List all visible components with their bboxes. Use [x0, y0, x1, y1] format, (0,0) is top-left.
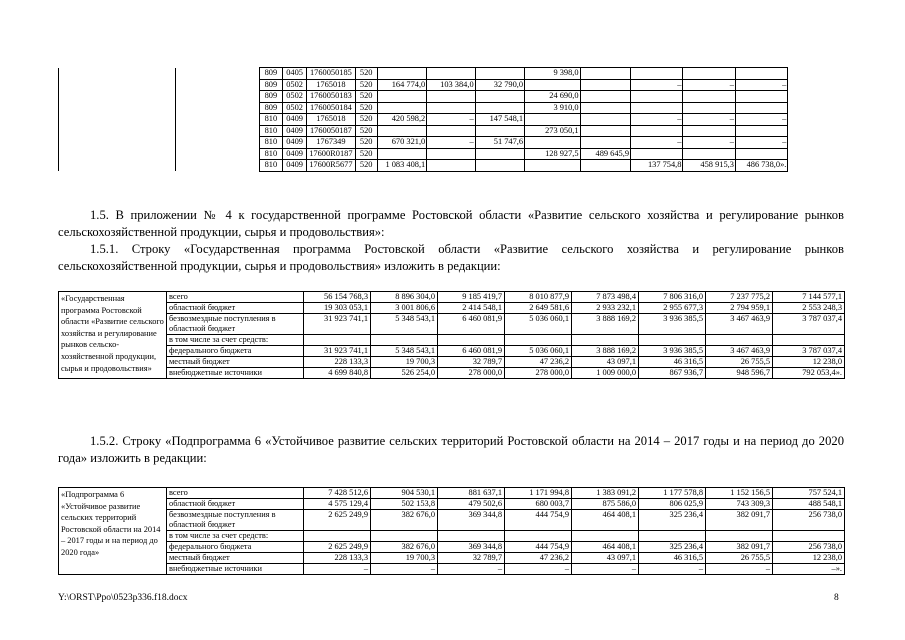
blank-cell — [59, 79, 176, 91]
table-cell — [438, 335, 505, 346]
table-cell: – — [631, 137, 683, 149]
table-cell — [580, 102, 630, 114]
table-cell: 520 — [355, 160, 377, 172]
table-row — [59, 531, 845, 542]
table-cell: 444 754,9 — [505, 542, 572, 553]
table-cell: 3 936 385,5 — [639, 346, 706, 357]
table-cell: 278 000,0 — [438, 368, 505, 379]
table-cell: 0409 — [282, 148, 306, 160]
table-cell: 17600R0187 — [307, 148, 355, 160]
table-row — [59, 553, 845, 564]
table-cell — [580, 160, 630, 172]
table-cell — [427, 125, 475, 137]
table-cell — [735, 102, 787, 114]
table-cell: 3 787 037,4 — [773, 314, 845, 335]
table-cell: 520 — [355, 91, 377, 103]
funding-source-label: местный бюджет — [167, 553, 304, 564]
table-cell: 3 888 169,2 — [572, 314, 639, 335]
table-cell — [735, 125, 787, 137]
table-cell: – — [735, 137, 787, 149]
table-cell: 5 348 543,1 — [371, 346, 438, 357]
table-cell — [773, 335, 845, 346]
table-cell: 0409 — [282, 114, 306, 126]
table-cell: 46 316,5 — [639, 357, 706, 368]
table-cell: 458 915,3 — [683, 160, 735, 172]
table-cell: 1760050185 — [307, 68, 355, 80]
blank-cell — [176, 79, 260, 91]
table-cell: 32 789,7 — [438, 553, 505, 564]
table-cell: 12 238,0 — [773, 357, 845, 368]
table-cell: 9 185 419,7 — [438, 292, 505, 303]
table-row — [59, 125, 844, 137]
table-cell: 256 738,0 — [773, 542, 845, 553]
table-row — [59, 564, 845, 575]
table-cell: 420 598,2 — [377, 114, 426, 126]
table-cell — [580, 79, 630, 91]
table-cell: 520 — [355, 125, 377, 137]
table-cell: 369 344,8 — [438, 510, 505, 531]
state-program-funding-table — [58, 291, 845, 379]
table-cell: 8 896 304,0 — [371, 292, 438, 303]
table-cell: 17600R5677 — [307, 160, 355, 172]
table-cell — [631, 91, 683, 103]
table-cell: 47 236,2 — [505, 357, 572, 368]
table-cell — [631, 102, 683, 114]
table-cell: 502 153,8 — [371, 499, 438, 510]
funding-source-label: в том числе за счет средств: — [167, 531, 304, 542]
table-cell: 809 — [259, 68, 282, 80]
table-cell — [580, 137, 630, 149]
blank-cell — [176, 102, 260, 114]
table-row — [59, 499, 845, 510]
table-cell: 0502 — [282, 102, 306, 114]
table-cell: 12 238,0 — [773, 553, 845, 564]
table-cell: 19 700,3 — [371, 553, 438, 564]
table-cell: 3 910,0 — [525, 102, 580, 114]
table-cell: 486 738,0». — [735, 160, 787, 172]
table-cell: 810 — [259, 148, 282, 160]
table-cell — [377, 91, 426, 103]
table-cell: 1 383 091,2 — [572, 488, 639, 499]
table-row — [59, 335, 845, 346]
table-cell: 904 530,1 — [371, 488, 438, 499]
table-cell: 47 236,2 — [505, 553, 572, 564]
table-cell: – — [639, 564, 706, 575]
table-cell: 1 083 408,1 — [377, 160, 426, 172]
table-row — [59, 114, 844, 126]
paragraph-1-5-2-text: 1.5.2. Строку «Подпрограмма 6 «Устойчивое развитие сельских территорий Ростовской области на 2014 – 2017 годы и на период до 2020 года» изложить в редакции: — [58, 434, 844, 465]
table-cell: 43 097,1 — [572, 553, 639, 564]
table-cell: 2 955 677,3 — [639, 303, 706, 314]
table-cell: 881 637,1 — [438, 488, 505, 499]
table-cell — [773, 531, 845, 542]
blank-cell — [176, 148, 260, 160]
blank-cell — [176, 68, 260, 80]
table-cell: 1765018 — [307, 114, 355, 126]
table-cell: 810 — [259, 137, 282, 149]
table-cell — [475, 160, 524, 172]
table-cell — [572, 531, 639, 542]
blank-cell — [176, 137, 260, 149]
table-cell — [371, 531, 438, 542]
table-cell: 1760050184 — [307, 102, 355, 114]
table-cell: 256 738,0 — [773, 510, 845, 531]
table-cell: 382 676,0 — [371, 542, 438, 553]
table-cell: 1767349 — [307, 137, 355, 149]
table-cell — [475, 68, 524, 80]
funding-source-label: областной бюджет — [167, 499, 304, 510]
table-cell: 1 177 578,8 — [639, 488, 706, 499]
table-cell: – — [505, 564, 572, 575]
funding-source-label: федерального бюджета — [167, 542, 304, 553]
table-cell: 670 321,0 — [377, 137, 426, 149]
table-cell: 0409 — [282, 125, 306, 137]
blank-cell — [59, 160, 176, 172]
table-cell — [683, 102, 735, 114]
table-cell — [683, 68, 735, 80]
table-cell: 164 774,0 — [377, 79, 426, 91]
table-cell: 1760050183 — [307, 91, 355, 103]
table-cell: 7 873 498,4 — [572, 292, 639, 303]
table-cell: 806 025,9 — [639, 499, 706, 510]
table-cell: 382 676,0 — [371, 510, 438, 531]
table-cell: 32 790,0 — [475, 79, 524, 91]
table-cell: 810 — [259, 160, 282, 172]
table-cell: 520 — [355, 68, 377, 80]
paragraph-1-5 — [58, 207, 844, 241]
table-cell: 7 428 512,6 — [304, 488, 371, 499]
table-cell: 5 348 543,1 — [371, 314, 438, 335]
blank-cell — [59, 125, 176, 137]
table-cell: 382 091,7 — [706, 542, 773, 553]
table-row — [59, 346, 845, 357]
table-cell — [377, 125, 426, 137]
table-cell — [735, 91, 787, 103]
blank-cell — [59, 102, 176, 114]
table-row — [59, 91, 844, 103]
table-cell: 8 010 877,9 — [505, 292, 572, 303]
table-cell: 26 755,5 — [706, 553, 773, 564]
table-cell: 24 690,0 — [525, 91, 580, 103]
table-row — [59, 510, 845, 531]
table-cell: 1 009 000,0 — [572, 368, 639, 379]
table-cell: 1765018 — [307, 79, 355, 91]
table-cell — [683, 148, 735, 160]
table-cell — [427, 91, 475, 103]
table-cell: 137 754,8 — [631, 160, 683, 172]
table-cell — [377, 102, 426, 114]
table-cell: 369 344,8 — [438, 542, 505, 553]
funding-source-label: федерального бюджета — [167, 346, 304, 357]
table-cell: 147 548,1 — [475, 114, 524, 126]
table-row — [59, 137, 844, 149]
table-cell — [631, 148, 683, 160]
table-row — [59, 368, 845, 379]
table-cell — [735, 148, 787, 160]
table-cell: 2 625 249,9 — [304, 510, 371, 531]
table-cell: 228 133,3 — [304, 357, 371, 368]
table-cell: – — [438, 564, 505, 575]
funding-source-label: безвозмездные поступления в областной бюджет — [167, 510, 304, 531]
table-cell: – — [683, 79, 735, 91]
table-cell: 479 502,6 — [438, 499, 505, 510]
table-cell — [631, 68, 683, 80]
table-cell: – — [706, 564, 773, 575]
table-cell: – — [304, 564, 371, 575]
table-cell: 7 806 316,0 — [639, 292, 706, 303]
funding-source-label: местный бюджет — [167, 357, 304, 368]
table-cell: 2 649 581,6 — [505, 303, 572, 314]
table-cell: 4 699 840,8 — [304, 368, 371, 379]
table-cell — [475, 102, 524, 114]
table-cell: 1 152 156,5 — [706, 488, 773, 499]
table-cell — [580, 91, 630, 103]
table-cell: – — [572, 564, 639, 575]
table-cell: 810 — [259, 114, 282, 126]
table-row — [59, 160, 844, 172]
page-number: 8 — [834, 593, 839, 603]
blank-cell — [59, 137, 176, 149]
table-cell: – — [735, 114, 787, 126]
table-cell: 325 236,4 — [639, 542, 706, 553]
table-cell: – — [683, 137, 735, 149]
table-cell: 757 524,1 — [773, 488, 845, 499]
table-cell — [377, 68, 426, 80]
table-cell: 31 923 741,1 — [304, 346, 371, 357]
funding-source-label: всего — [167, 292, 304, 303]
table-cell: 2 553 248,3 — [773, 303, 845, 314]
program-name-cell: «Государственная программа Ростовской области «Развитие сельского хозяйства и регулирование рынков сельско-хозяйственной продукции, сырья и продовольствия» — [59, 292, 167, 379]
table-cell: 19 700,3 — [371, 357, 438, 368]
paragraph-1-5-1 — [58, 241, 844, 275]
table-cell — [631, 125, 683, 137]
table-cell: 743 309,3 — [706, 499, 773, 510]
table-cell: 46 316,5 — [639, 553, 706, 564]
table-cell: 26 755,5 — [706, 357, 773, 368]
table-row — [59, 102, 844, 114]
table-cell: 31 923 741,1 — [304, 314, 371, 335]
paragraph-1-5-text: 1.5. В приложении № 4 к государственной программе Ростовской области «Развитие сельского хозяйства и регулирование рынков сельскохозяйственной продукции, сырья и продовольствия»: — [58, 208, 844, 239]
table-cell: 6 460 081,9 — [438, 346, 505, 357]
table-row — [59, 303, 845, 314]
blank-cell — [176, 114, 260, 126]
table-cell: 9 398,0 — [525, 68, 580, 80]
table-cell — [639, 335, 706, 346]
table-row — [59, 292, 845, 303]
table-cell: 0409 — [282, 137, 306, 149]
table-cell — [427, 102, 475, 114]
table-cell: 948 596,7 — [706, 368, 773, 379]
table-cell: 3 936 385,5 — [639, 314, 706, 335]
table-cell — [475, 125, 524, 137]
table-cell: – — [735, 79, 787, 91]
table-cell — [525, 114, 580, 126]
table-cell: 3 001 806,6 — [371, 303, 438, 314]
funding-source-label: безвозмездные поступления в областной бюджет — [167, 314, 304, 335]
table-cell — [438, 531, 505, 542]
table-cell — [505, 531, 572, 542]
table-cell: 520 — [355, 137, 377, 149]
table-cell: 4 575 129,4 — [304, 499, 371, 510]
table-row — [59, 79, 844, 91]
footer-file-path: Y:\ORST\Ppo\0523p336.f18.docx — [58, 593, 188, 603]
table-cell: 1 171 994,8 — [505, 488, 572, 499]
table-cell: – — [427, 114, 475, 126]
table-cell: 128 927,5 — [525, 148, 580, 160]
table-cell — [377, 148, 426, 160]
table-cell: 464 408,1 — [572, 542, 639, 553]
table-cell: 809 — [259, 102, 282, 114]
table-cell: 488 548,1 — [773, 499, 845, 510]
table-cell: 6 460 081,9 — [438, 314, 505, 335]
table-cell: 3 787 037,4 — [773, 346, 845, 357]
table-cell: – — [631, 79, 683, 91]
table-cell: – — [371, 564, 438, 575]
table-cell: 0502 — [282, 79, 306, 91]
funding-source-label: в том числе за счет средств: — [167, 335, 304, 346]
table-cell: 32 789,7 — [438, 357, 505, 368]
table-cell: 2 414 548,1 — [438, 303, 505, 314]
blank-cell — [59, 114, 176, 126]
table-cell: 0502 — [282, 91, 306, 103]
table-cell — [525, 160, 580, 172]
table-cell — [706, 335, 773, 346]
table-cell: 809 — [259, 79, 282, 91]
table-row — [59, 542, 845, 553]
blank-cell — [59, 91, 176, 103]
table-cell: 520 — [355, 148, 377, 160]
table-cell: 5 036 060,1 — [505, 346, 572, 357]
blank-cell — [176, 125, 260, 137]
table-cell: 273 050,1 — [525, 125, 580, 137]
funding-source-label: внебюджетные источники — [167, 564, 304, 575]
table-cell — [683, 91, 735, 103]
table-cell: 7 237 775,2 — [706, 292, 773, 303]
table-cell — [427, 148, 475, 160]
table-cell — [572, 335, 639, 346]
table-row — [59, 68, 844, 80]
budget-codes-table — [58, 67, 844, 172]
table-cell: 325 236,4 — [639, 510, 706, 531]
table-cell — [371, 335, 438, 346]
funding-source-label: всего — [167, 488, 304, 499]
table-cell: 3 467 463,9 — [706, 346, 773, 357]
blank-cell — [176, 91, 260, 103]
table-cell: 464 408,1 — [572, 510, 639, 531]
table-cell: 1760050187 — [307, 125, 355, 137]
table-cell — [475, 148, 524, 160]
table-cell: 809 — [259, 91, 282, 103]
table-cell: 520 — [355, 114, 377, 126]
table-cell: 2 794 959,1 — [706, 303, 773, 314]
table-cell: 7 144 577,1 — [773, 292, 845, 303]
funding-source-label: областной бюджет — [167, 303, 304, 314]
table-cell — [304, 531, 371, 542]
table-cell: 520 — [355, 79, 377, 91]
table-row — [59, 148, 844, 160]
program-name-cell: «Подпрограмма 6 «Устойчивое развитие сельских территорий Ростовской области на 2014 – 2017 годы и на период до 2020 года» — [59, 488, 167, 575]
table-cell: 0409 — [282, 160, 306, 172]
table-cell: – — [683, 114, 735, 126]
table-cell — [505, 335, 572, 346]
table-cell: – — [631, 114, 683, 126]
table-cell: 680 003,7 — [505, 499, 572, 510]
table-cell: 875 586,0 — [572, 499, 639, 510]
table-cell: 810 — [259, 125, 282, 137]
table-cell — [683, 125, 735, 137]
table-cell: –». — [773, 564, 845, 575]
table-cell: 382 091,7 — [706, 510, 773, 531]
table-cell: 228 133,3 — [304, 553, 371, 564]
table-cell — [580, 125, 630, 137]
table-cell — [427, 160, 475, 172]
subprogram-6-funding-table — [58, 487, 845, 575]
funding-source-label: внебюджетные источники — [167, 368, 304, 379]
table-cell: 51 747,6 — [475, 137, 524, 149]
table-cell — [525, 79, 580, 91]
table-cell: 56 154 768,3 — [304, 292, 371, 303]
table-row — [59, 357, 845, 368]
table-cell: 489 645,9 — [580, 148, 630, 160]
table-cell: 103 384,0 — [427, 79, 475, 91]
table-cell: 3 467 463,9 — [706, 314, 773, 335]
table-cell: 19 303 053,1 — [304, 303, 371, 314]
table-cell: 43 097,1 — [572, 357, 639, 368]
table-cell: 3 888 169,2 — [572, 346, 639, 357]
blank-cell — [176, 160, 260, 172]
blank-cell — [59, 68, 176, 80]
table-cell: 444 754,9 — [505, 510, 572, 531]
table-cell: 278 000,0 — [505, 368, 572, 379]
table-row — [59, 314, 845, 335]
table-cell — [580, 68, 630, 80]
table-cell: 5 036 060,1 — [505, 314, 572, 335]
table-cell: 792 053,4». — [773, 368, 845, 379]
table-row — [59, 488, 845, 499]
table-cell — [706, 531, 773, 542]
table-cell: 526 254,0 — [371, 368, 438, 379]
table-cell — [475, 91, 524, 103]
table-cell — [304, 335, 371, 346]
table-cell — [735, 68, 787, 80]
table-cell — [639, 531, 706, 542]
table-cell: 867 936,7 — [639, 368, 706, 379]
table-cell: 2 933 232,1 — [572, 303, 639, 314]
table-cell — [580, 114, 630, 126]
table-cell: 0405 — [282, 68, 306, 80]
table-cell: 2 625 249,9 — [304, 542, 371, 553]
table-cell — [427, 68, 475, 80]
table-cell: 520 — [355, 102, 377, 114]
table-cell — [525, 137, 580, 149]
paragraph-1-5-1-text: 1.5.1. Строку «Государственная программа Ростовской области «Развитие сельского хозяйства и регулирование рынков сельскохозяйственной продукции, сырья и продовольствия» изложить в редакции: — [58, 242, 844, 273]
paragraph-1-5-2 — [58, 433, 844, 467]
table-cell: – — [427, 137, 475, 149]
blank-cell — [59, 148, 176, 160]
